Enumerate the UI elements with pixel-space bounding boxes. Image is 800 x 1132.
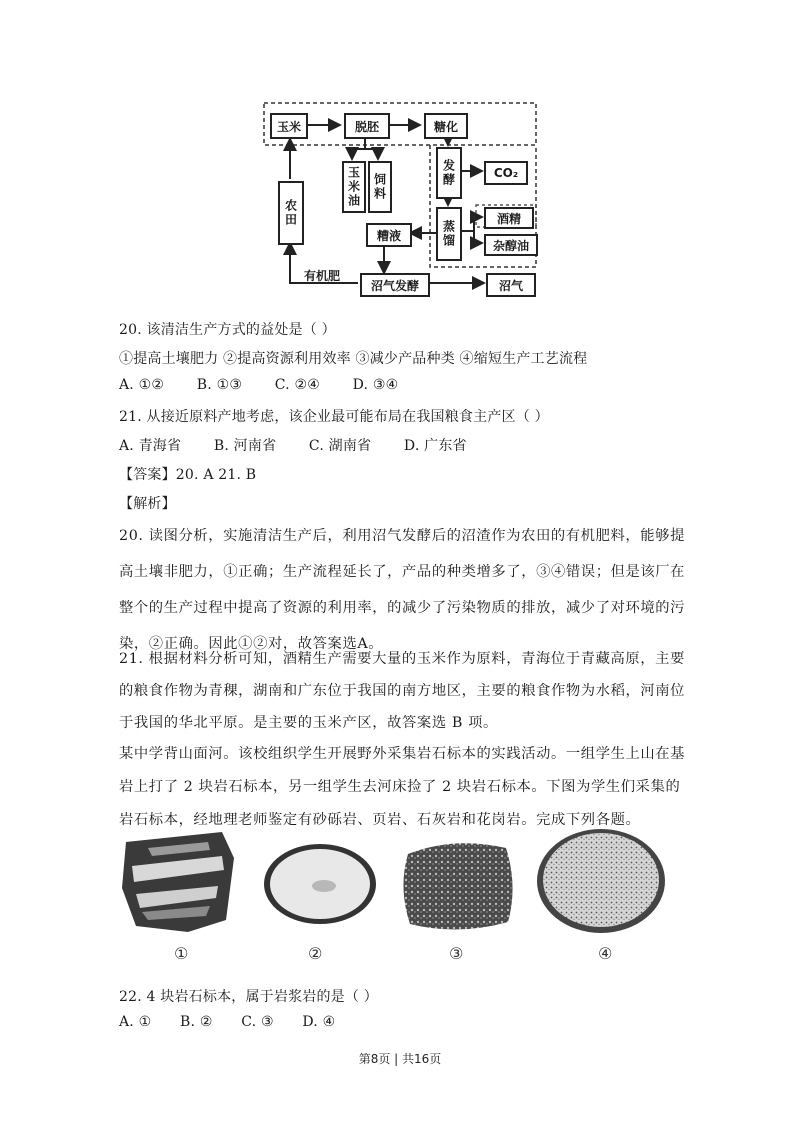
rock-specimen-4 xyxy=(535,826,667,936)
rock-specimen-1 xyxy=(118,828,246,940)
q22-option-c: C. ③ xyxy=(241,1014,274,1030)
q22-option-b: B. ② xyxy=(180,1014,213,1030)
explanation-20: 20. 读图分析，实施清洁生产后，利用沼气发酵后的沼渣作为农田的有机肥料，能够提高土壤非肥力，①正确；生产流程延长了，产品的种类增多了，③④错误；但是该厂在整个的生产过程中提高了资源的利用率，的减少了污染物质的排放，减少了对环境的污染，②正确。因此①②对，故答案选A。 xyxy=(119,528,686,652)
node-ferment: 发酵 xyxy=(436,147,462,199)
analysis-label: 【解析】 xyxy=(119,496,176,512)
rock-label-4: ④ xyxy=(598,944,613,963)
q22-option-a: A. ① xyxy=(119,1014,152,1030)
rock-label-2: ② xyxy=(308,944,323,963)
q22-option-d: D. ④ xyxy=(302,1014,336,1030)
q21-option-c: C. 湖南省 xyxy=(308,438,372,454)
node-degerm: 脱胚 xyxy=(344,113,390,139)
node-fusel-oil: 杂醇油 xyxy=(484,234,538,256)
answer-line: 【答案】20. A 21. B xyxy=(119,467,257,483)
rock-specimen-3 xyxy=(398,836,520,936)
q21-option-d: D. 广东省 xyxy=(403,438,467,454)
node-distill: 蒸馏 xyxy=(436,207,462,261)
node-corn: 玉米 xyxy=(270,113,308,139)
rock-label-1: ① xyxy=(174,944,189,963)
explanation-21: 21. 根据材料分析可知，酒精生产需要大量的玉米作为原料，青海位于青藏高原，主要的粮食作物为青稞，湖南和广东位于我国的南方地区，主要的粮食作物为水稻，河南位于我国的华北平原。是主要的玉米产区，故答案选 B 项。 xyxy=(119,651,686,731)
node-saccharify: 糖化 xyxy=(424,113,468,139)
q20-stem: 20. 该清洁生产方式的益处是（ ） xyxy=(119,322,336,338)
rock-material-text: 某中学背山面河。该校组织学生开展野外采集岩石标本的实践活动。一组学生上山在基岩上打了 2 块岩石标本，另一组学生去河床捡了 2 块岩石标本。下图为学生们采集的岩石标本，经地理老师鉴定有砂砾岩、页岩、石灰岩和花岗岩。完成下列各题。 xyxy=(119,746,686,828)
q22-options xyxy=(119,1014,359,1030)
q20-option-d: D. ③④ xyxy=(352,377,399,393)
rock-specimen-2 xyxy=(262,840,382,930)
q22-stem: 22. 4 块岩石标本，属于岩浆岩的是（ ） xyxy=(119,989,378,1005)
node-biogas-ferment: 沼气发酵 xyxy=(360,273,430,297)
label-organic-fertilizer: 有机肥 xyxy=(304,269,341,283)
q20-choices: ①提高土壤肥力 ②提高资源利用效率 ③减少产品种类 ④缩短生产工艺流程 xyxy=(119,351,588,367)
production-flow-diagram xyxy=(262,101,542,301)
node-farmland: 农田 xyxy=(278,181,304,245)
q20-option-b: B. ①③ xyxy=(196,377,243,393)
q20-option-a: A. ①② xyxy=(119,377,165,393)
q20-option-c: C. ②④ xyxy=(274,377,320,393)
q21-stem: 21. 从接近原料产地考虑，该企业最可能布局在我国粮食主产区（ ） xyxy=(119,409,549,425)
node-biogas: 沼气 xyxy=(486,273,536,297)
node-feed: 饲料 xyxy=(368,161,392,213)
q21-option-a: A. 青海省 xyxy=(119,438,182,454)
q20-options xyxy=(119,377,426,393)
node-corn-oil: 玉米油 xyxy=(342,161,366,213)
page-footer: 第8页 | 共16页 xyxy=(358,1052,442,1066)
q21-option-b: B. 河南省 xyxy=(213,438,277,454)
rock-label-3: ③ xyxy=(449,944,464,963)
node-co2: CO₂ xyxy=(484,161,528,185)
node-alcohol: 酒精 xyxy=(484,207,534,229)
q21-options xyxy=(119,435,495,455)
node-mash: 糟液 xyxy=(366,223,412,247)
